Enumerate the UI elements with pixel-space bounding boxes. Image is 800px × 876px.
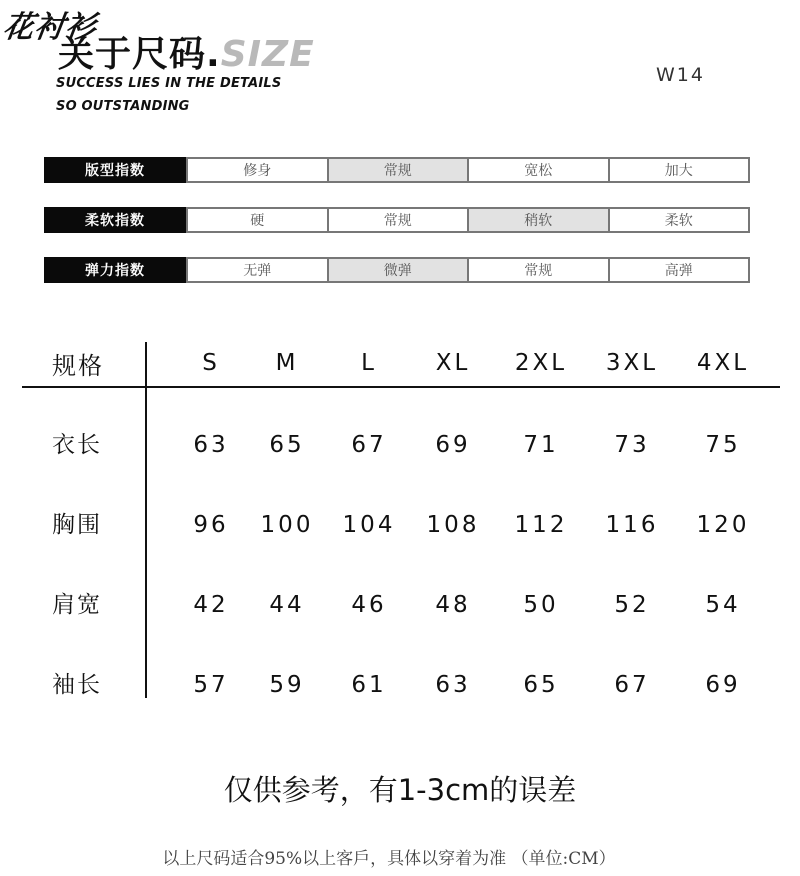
index-option: 常规 bbox=[467, 257, 610, 283]
size-column-header: 3XL bbox=[605, 350, 659, 376]
table-cell: 61 bbox=[351, 672, 387, 698]
table-cell: 67 bbox=[351, 432, 387, 458]
table-horizontal-divider bbox=[22, 386, 780, 388]
table-cell: 50 bbox=[523, 592, 559, 618]
table-cell: 44 bbox=[269, 592, 305, 618]
subtitle-line-2: SO OUTSTANDING bbox=[56, 99, 190, 114]
table-cell: 108 bbox=[426, 512, 480, 538]
index-option: 硬 bbox=[186, 207, 329, 233]
size-column-header: 4XL bbox=[696, 350, 750, 376]
size-column-header: L bbox=[361, 350, 377, 376]
subtitle-line-1: SUCCESS LIES IN THE DETAILS bbox=[56, 76, 282, 91]
table-cell: 75 bbox=[705, 432, 741, 458]
table-cell: 65 bbox=[269, 432, 305, 458]
index-option: 高弹 bbox=[608, 257, 751, 283]
table-cell: 73 bbox=[614, 432, 650, 458]
size-column-header: 2XL bbox=[514, 350, 568, 376]
index-option-selected: 微弹 bbox=[327, 257, 470, 283]
size-column-header: S bbox=[202, 350, 220, 376]
table-cell: 59 bbox=[269, 672, 305, 698]
index-label: 版型指数 bbox=[44, 157, 186, 183]
index-option-selected: 常规 bbox=[327, 157, 470, 183]
table-cell: 48 bbox=[435, 592, 471, 618]
table-cell: 120 bbox=[696, 512, 750, 538]
table-cell: 69 bbox=[705, 672, 741, 698]
table-cell: 116 bbox=[605, 512, 659, 538]
index-option: 柔软 bbox=[608, 207, 751, 233]
footer-note: 以上尺码适合95%以上客戶，具体以穿着为准 （单位:CM） bbox=[162, 849, 616, 869]
index-option: 修身 bbox=[186, 157, 329, 183]
table-cell: 69 bbox=[435, 432, 471, 458]
table-vertical-divider bbox=[145, 342, 147, 698]
index-label: 弹力指数 bbox=[44, 257, 186, 283]
table-cell: 42 bbox=[193, 592, 229, 618]
row-label-length: 衣长 bbox=[52, 432, 102, 458]
row-label-sleeve: 袖长 bbox=[52, 672, 102, 698]
index-option: 无弹 bbox=[186, 257, 329, 283]
table-cell: 67 bbox=[614, 672, 650, 698]
table-cell: 71 bbox=[523, 432, 559, 458]
index-option: 宽松 bbox=[467, 157, 610, 183]
table-cell: 63 bbox=[435, 672, 471, 698]
row-label-chest: 胸围 bbox=[52, 512, 102, 538]
brand-stamp: 花衬衫 bbox=[1, 10, 99, 45]
title-chinese: 关于尺码. bbox=[58, 34, 221, 75]
size-column-header: M bbox=[275, 350, 299, 376]
tolerance-note: 仅供参考，有1-3cm的误差 bbox=[223, 773, 577, 807]
index-option: 常规 bbox=[327, 207, 470, 233]
table-cell: 104 bbox=[342, 512, 396, 538]
table-cell: 54 bbox=[705, 592, 741, 618]
table-cell: 65 bbox=[523, 672, 559, 698]
table-cell: 100 bbox=[260, 512, 314, 538]
table-cell: 57 bbox=[193, 672, 229, 698]
table-cell: 52 bbox=[614, 592, 650, 618]
table-cell: 46 bbox=[351, 592, 387, 618]
row-label-shoulder: 肩宽 bbox=[52, 592, 102, 618]
index-option: 加大 bbox=[608, 157, 751, 183]
title-english: SIZE bbox=[220, 34, 315, 75]
index-option-selected: 稍软 bbox=[467, 207, 610, 233]
table-cell: 96 bbox=[193, 512, 229, 538]
fit-index-row bbox=[44, 157, 750, 183]
page-title bbox=[58, 26, 315, 77]
table-cell: 63 bbox=[193, 432, 229, 458]
table-cell: 112 bbox=[514, 512, 568, 538]
size-column-header: XL bbox=[435, 350, 471, 376]
size-header-label: 规格 bbox=[52, 352, 104, 380]
softness-index-row bbox=[44, 207, 750, 233]
index-label: 柔软指数 bbox=[44, 207, 186, 233]
product-code: W14 bbox=[656, 64, 705, 86]
stretch-index-row bbox=[44, 257, 750, 283]
